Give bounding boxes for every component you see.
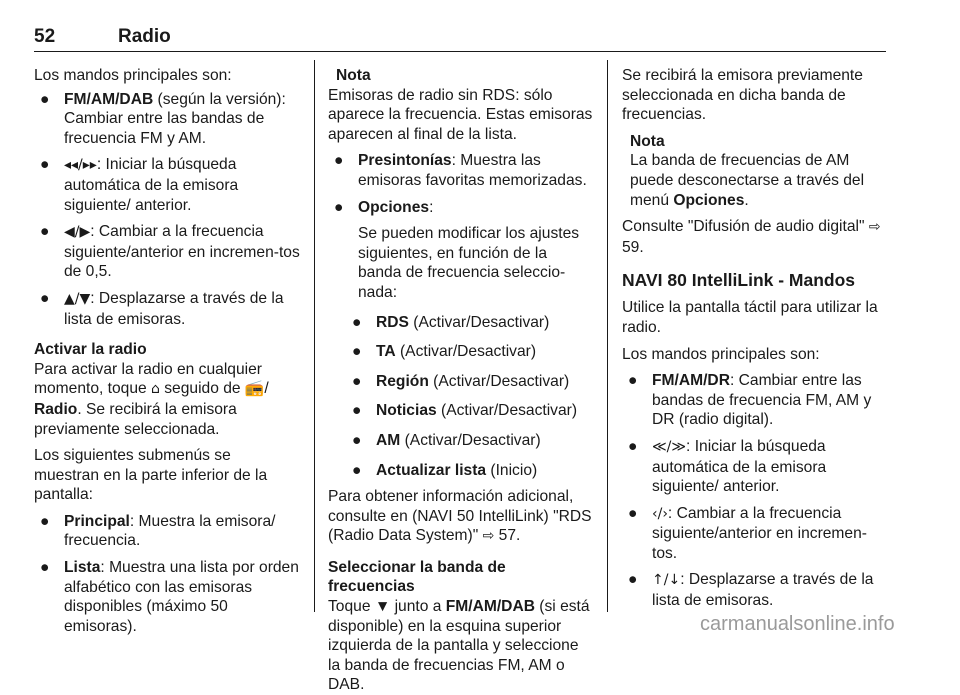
activate-paragraph: Para activar la radio en cualquier momento, toque ⌂ seguido de 📻/ Radio. Se recibirá la emisora previamente seleccionada. <box>34 360 269 438</box>
bullet-icon: ● <box>628 372 638 390</box>
page-number: 52 <box>34 26 56 47</box>
list-item: ● ‹/›: Cambiar a la frecuencia siguiente/anterior en incremen-tos. <box>628 504 867 562</box>
bullet-icon: ● <box>352 313 362 331</box>
column-right <box>622 66 888 611</box>
bullet-icon: ● <box>352 461 362 479</box>
bullet-icon: ● <box>352 343 362 361</box>
bullet-icon: ● <box>40 289 50 307</box>
page-header <box>34 27 886 52</box>
list-item: ● ◀/▶: Cambiar a la frecuencia siguiente/anterior en incremen-tos de 0,5. <box>40 223 300 281</box>
list-item: ● Principal: Muestra la emisora/ frecuencia. <box>40 512 276 550</box>
watermark: carmanualsonline.info <box>700 613 895 635</box>
bullet-icon: ● <box>40 156 50 174</box>
list-item: ● ◂◂/▸▸: Iniciar la búsqueda automática de la emisora siguiente/ anterior. <box>40 156 239 214</box>
tune-arrows-icon: ◀/▶ <box>64 224 91 241</box>
bullet-icon: ● <box>40 559 50 577</box>
page-title: Radio <box>118 26 171 47</box>
column-divider <box>314 60 315 612</box>
radio-icon: 📻 <box>244 380 265 398</box>
select-paragraph: Toque ▼ junto a FM/AM/DAB (si está disponible) en la esquina superior izquierda de la pantalla y seleccione la banda de frecuencias FM, AM o DAB. <box>328 598 590 694</box>
list-item: ● Presintonías: Muestra las emisoras favoritas memorizadas. <box>334 152 587 189</box>
section-heading: Seleccionar la banda de frecuencias <box>328 558 506 596</box>
list-item: ● ↑/↓: Desplazarse a través de la lista de emisoras. <box>628 571 874 610</box>
list-item: ● ≪/≫: Iniciar la búsqueda automática de la emisora siguiente/ anterior. <box>628 437 827 496</box>
home-icon: ⌂ <box>151 381 160 398</box>
list-item: ● Lista: Muestra una lista por orden alfabético con las emisoras disponibles (máximo 50 emisoras). <box>40 559 299 635</box>
scroll-arrows-icon: ▲/▼ <box>64 290 91 307</box>
list-item: ● RDS (Activar/Desactivar) <box>352 313 550 331</box>
note-label: Nota <box>630 132 665 150</box>
control-label: FM/AM/DAB <box>64 90 154 108</box>
bullet-icon: ● <box>352 402 362 420</box>
submenus-intro: Los siguientes submenús se muestran en la parte inferior de la pantalla: <box>34 447 268 504</box>
tune-arrows-icon: ‹/› <box>652 505 668 522</box>
list-item: ● ▲/▼: Desplazarse a través de la lista de emisoras. <box>40 289 284 328</box>
options-text: Se pueden modificar los ajustes siguientes, en función de la banda de frecuencia seleccio-nada: <box>358 225 580 301</box>
scroll-arrows-icon: ↑/↓ <box>652 572 681 589</box>
list-item: ● Noticias (Activar/Desactivar) <box>352 402 578 420</box>
bullet-icon: ● <box>334 198 344 216</box>
bullet-icon: ● <box>40 223 50 241</box>
bullet-icon: ● <box>352 431 362 449</box>
bullet-icon: ● <box>352 372 362 390</box>
bullet-icon: ● <box>628 571 638 589</box>
bullet-icon: ● <box>40 90 50 108</box>
column-left <box>34 66 300 636</box>
bullet-icon: ● <box>40 512 50 530</box>
list-item: ● FM/AM/DAB (según la versión): Cambiar entre las bandas de frecuencia FM y AM. <box>40 90 286 147</box>
list-item: ● FM/AM/DR: Cambiar entre las bandas de frecuencia FM, AM y DR (radio digital). <box>628 372 872 429</box>
touch-text: Utilice la pantalla táctil para utilizar la radio. <box>622 299 878 336</box>
note-text: Emisoras de radio sin RDS: sólo aparece la frecuencia. Estas emisoras aparecen al final de la lista. <box>328 86 593 143</box>
column-divider <box>607 60 608 612</box>
note-label: Nota <box>336 67 371 84</box>
intro-text: Se recibirá la emisora previamente seleccionada en dicha banda de frecuencias. <box>622 67 863 124</box>
list-item: ● Actualizar lista (Inicio) <box>352 461 538 479</box>
list-item: ● Región (Activar/Desactivar) <box>352 372 570 390</box>
column-middle <box>328 66 594 695</box>
seek-icon: ≪/≫ <box>652 438 687 455</box>
bullet-icon: ● <box>334 152 344 170</box>
page-reference-icon: ⇨ <box>482 528 495 545</box>
note-block <box>328 66 594 144</box>
list-item: ● TA (Activar/Desactivar) <box>352 343 537 361</box>
page-reference-icon: ⇨ <box>868 219 881 236</box>
section-heading: NAVI 80 IntelliLink - Mandos <box>622 270 856 291</box>
bullet-icon: ● <box>628 504 638 522</box>
seek-icon: ◂◂/▸▸ <box>64 157 97 174</box>
note-block <box>622 132 888 210</box>
section-heading: Activar la radio <box>34 341 147 359</box>
list-item: ● AM (Activar/Desactivar) <box>352 431 541 449</box>
list-item: ● Opciones: <box>334 198 434 216</box>
consult-text: Consulte "Difusión de audio digital" ⇨ 59. <box>622 218 881 256</box>
more-info-text: Para obtener información adicional, consulte en (NAVI 50 IntelliLink) "RDS (Radio Data System)" ⇨ 57. <box>328 488 592 545</box>
intro-text: Los mandos principales son: <box>34 67 232 84</box>
note-text: La banda de frecuencias de AM puede desconectarse a través del menú Opciones. <box>630 152 865 209</box>
bullet-icon: ● <box>628 437 638 455</box>
controls-intro: Los mandos principales son: <box>622 345 820 363</box>
